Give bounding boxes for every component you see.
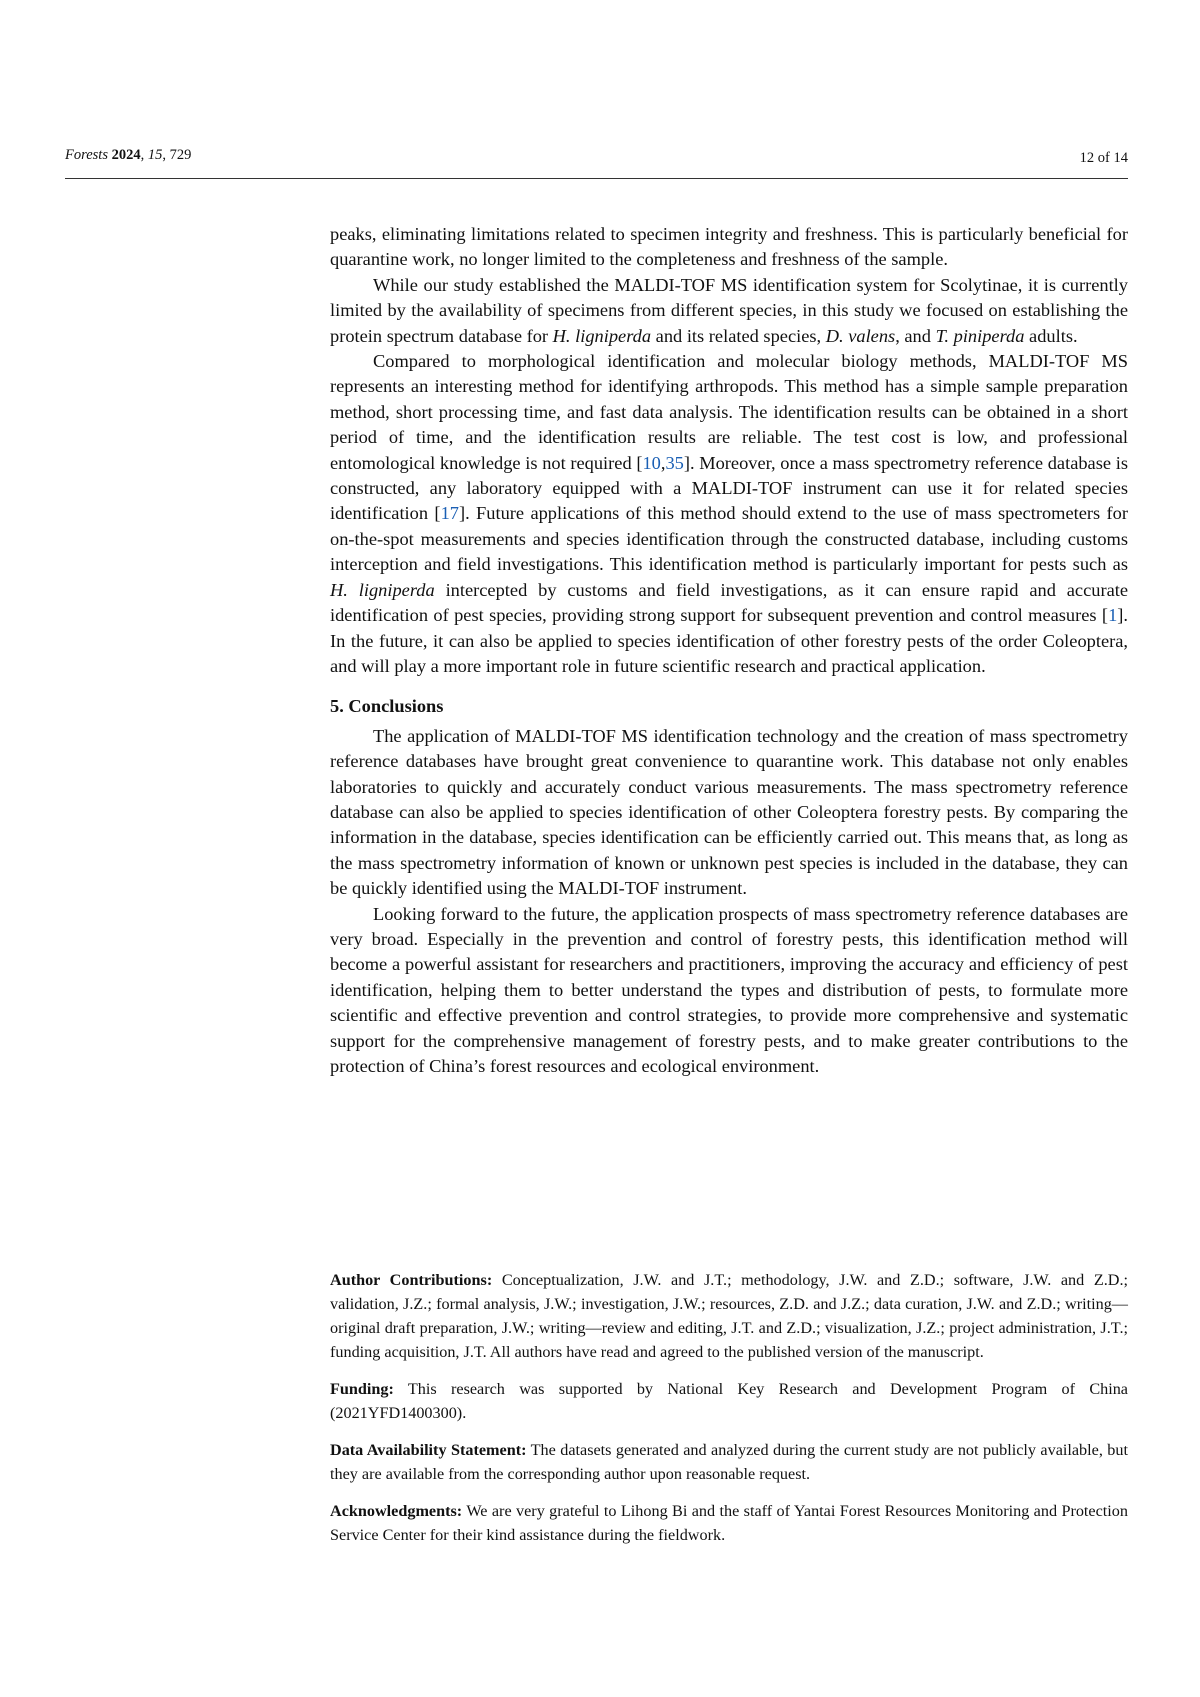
citation-link[interactable]: 17 xyxy=(440,503,459,524)
text-run: Conceptualization, J.W. and J.T.; methodology, J.W. and Z.D.; software, J.W. and Z.D.; validation, J.Z.; formal analysis, J.W.; investigation, J.W.; resources, Z.D. and J.Z.; data curation, J.W. and Z.D.; writing—original draft preparation, J.W.; writing—review and editing, J.T. and Z.D.; visualization, J.Z.; project administration, J.T.; funding acquisition, J.T. All authors have read and agreed to the published version of the manuscript. xyxy=(330,1271,1129,1361)
species-name: H. ligniperda xyxy=(330,579,435,600)
text-run: ]. In the future, it can also be applied to species identification of other forestry pests of the order Coleoptera, and will play a more important role in future scientific research and practical application. xyxy=(330,605,1128,676)
species-name: D. valens xyxy=(825,325,896,346)
text-run: adults. xyxy=(1024,325,1078,346)
text-run: , and xyxy=(895,325,936,346)
text-run: We are very grateful to Lihong Bi and the staff of Yantai Forest Resources Monitoring and Protection Service Center for their kind assistance during the fieldwork. xyxy=(330,1502,1128,1544)
conclusion-paragraph-2: Looking forward to the future, the application prospects of mass spectrometry reference databases are very broad. Especially in the prevention and control of forestry pests, this identification method will become a powerful assistant for researchers and practitioners, improving the accuracy and efficiency of pest identification, helping them to better understand the types and distribution of pests, to formulate more scientific and effective prevention and control strategies, to provide more comprehensive and systematic support for the comprehensive management of forestry pests, and to make greater contributions to the protection of China’s forest resources and ecological environment. xyxy=(330,903,1128,1076)
page-number: 12 of 14 xyxy=(1079,150,1128,166)
section-heading: 5. Conclusions xyxy=(330,696,444,717)
paragraph-continued: peaks, eliminating limitations related to specimen integrity and freshness. This is particularly beneficial for quarantine work, no longer limited to the completeness and freshness of the sample. xyxy=(330,224,1128,270)
data-availability xyxy=(330,1438,1128,1486)
journal-citation: Forests 2024, 15, 729 xyxy=(65,147,192,163)
main-text xyxy=(330,222,1128,1079)
label: Funding: xyxy=(330,1380,394,1398)
journal-name: Forests xyxy=(65,147,108,163)
text-run: and its related species, xyxy=(651,325,826,346)
text-run: ]. Moreover, once a mass spectrometry reference database is constructed, any laboratory equipped with a MALDI-TOF instrument can use it for related species identification [ xyxy=(330,452,1128,524)
journal-year: 2024 xyxy=(111,147,141,163)
text-run: intercepted by customs and field investigations, as it can ensure rapid and accurate identification of pest species, providing strong support for subsequent prevention and control measures [ xyxy=(330,579,1128,626)
acknowledgments xyxy=(330,1499,1128,1547)
text-run: This research was supported by National Key Research and Development Program of China (2021YFD1400300). xyxy=(330,1380,1128,1422)
funding xyxy=(330,1377,1128,1425)
journal-volume: 15 xyxy=(147,147,163,163)
back-matter xyxy=(330,1268,1128,1560)
text-run: The datasets generated and analyzed during the current study are not publicly available, but they are available from the corresponding author upon reasonable request. xyxy=(330,1441,1128,1483)
page-header xyxy=(65,144,1128,179)
label: Acknowledgments: xyxy=(330,1502,463,1520)
citation-link[interactable]: 10 xyxy=(642,452,661,473)
label: Data Availability Statement: xyxy=(330,1441,527,1459)
author-contributions xyxy=(330,1268,1128,1364)
text-run: While our study established the MALDI-TOF MS identification system for Scolytinae, it is currently limited by the availability of specimens from different species, in this study we focused on establishing the protein spectrum database for xyxy=(330,274,1128,346)
text-run: Compared to morphological identification and molecular biology methods, MALDI-TOF MS represents an interesting method for identifying arthropods. This method has a simple sample preparation method, short processing time, and fast data analysis. The identification results can be obtained in a short period of time, and the identification results are reliable. The test cost is low, and professional entomological knowledge is not required [ xyxy=(330,351,1128,473)
citation-link[interactable]: 1 xyxy=(1108,605,1118,626)
citation-link[interactable]: 35 xyxy=(665,452,684,473)
label: Author Contributions: xyxy=(330,1271,493,1289)
species-name: T. piniperda xyxy=(935,325,1025,346)
paragraph-comparison: Compared to morphological identification and molecular biology methods, MALDI-TOF MS represents an interesting method for identifying arthropods. This method has a simple sample preparation method, short processing time, and fast data analysis. The identification results can be obtained in a short period of time, and the identification results are reliable. The test cost is low, and professional entomological knowledge is not required [10,35]. Moreover, once a mass spectrometry reference database is constructed, any laboratory equipped with a MALDI-TOF instrument can use it for related species identification [17]. Future applications of this method should extend to the use of mass spectrometers for on-the-spot measurements and species identification through the constructed database, including customs interception and field investigations. This identification method is particularly important for pests such as H. ligniperda intercepted by customs and field investigations, as it can ensure rapid and accurate identification of pest species, providing strong support for subsequent prevention and control measures [1]. In the future, it can also be applied to species identification of other forestry pests of the order Coleoptera, and will play a more important role in future scientific research and practical application. xyxy=(330,351,1128,676)
article-number: 729 xyxy=(169,147,192,163)
text-run: ]. Future applications of this method should extend to the use of mass spectrometers for on-the-spot measurements and species identification through the constructed database, including customs interception and field investigations. This identification method is particularly important for pests such as xyxy=(330,503,1128,575)
paragraph-scope xyxy=(330,273,1128,349)
conclusion-paragraph-1: The application of MALDI-TOF MS identification technology and the creation of mass spectrometry reference databases have brought great convenience to quarantine work. This database not only enables laboratories to quickly and accurately conduct various measurements. The mass spectrometry reference database can also be applied to species identification of other Coleoptera forestry pests. By comparing the information in the database, species identification can be efficiently carried out. This means that, as long as the mass spectrometry information of known or unknown pest species is included in the database, they can be quickly identified using the MALDI-TOF instrument. xyxy=(330,725,1128,899)
species-name: H. ligniperda xyxy=(552,325,652,346)
